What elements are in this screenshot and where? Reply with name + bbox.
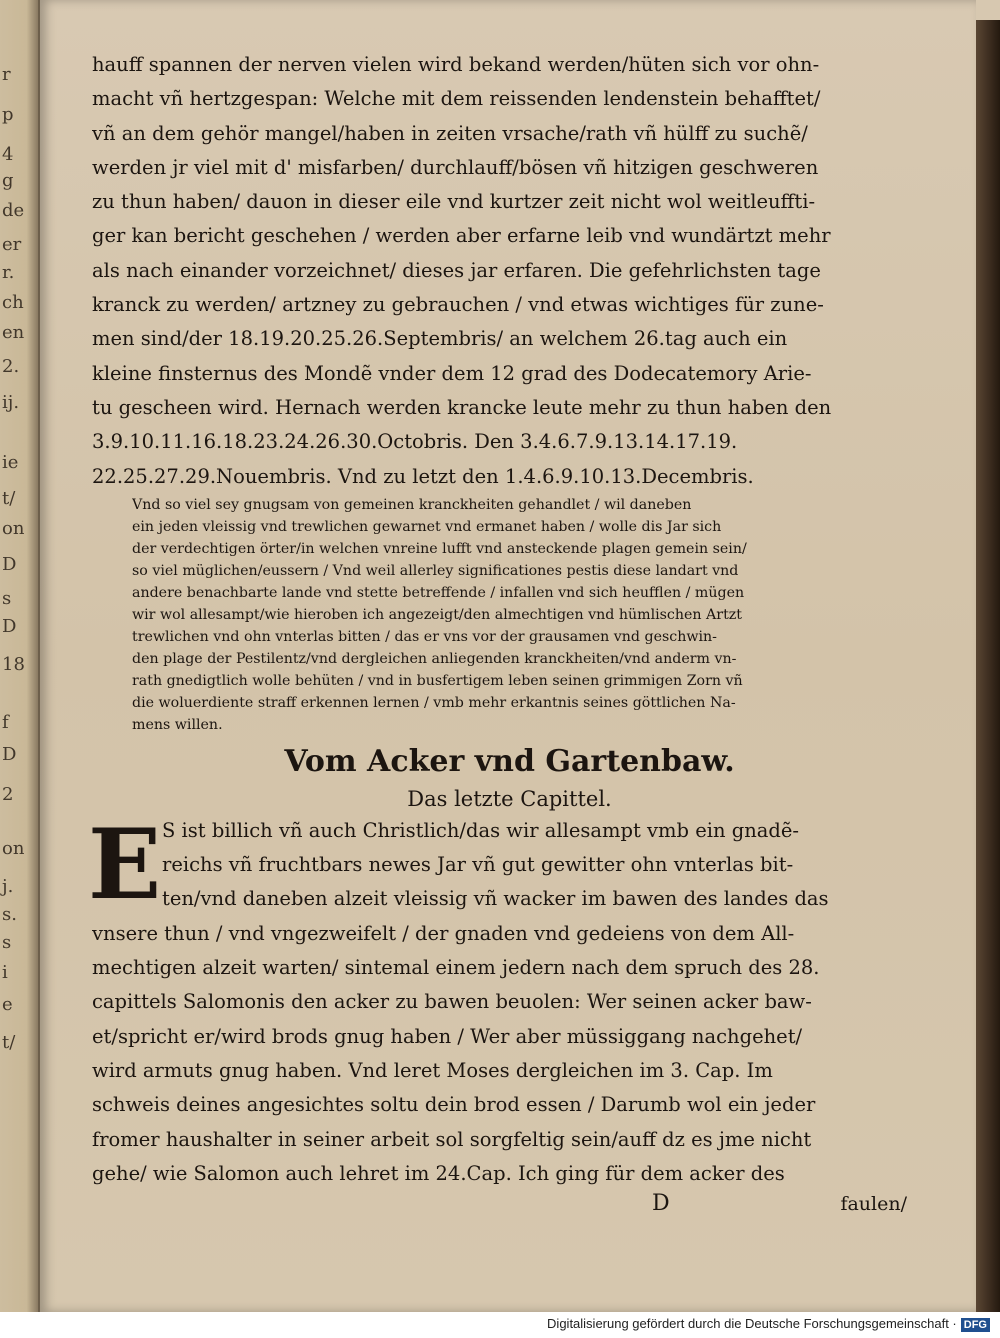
- text-line: 3.9.10.11.16.18.23.24.26.30.Octobris. Den 3.4.6.7.9.13.14.17.19.: [92, 430, 738, 454]
- margin-fragment: r.: [2, 262, 15, 283]
- section-subheading: Das letzte Capittel.: [407, 786, 612, 811]
- text-line: trewlichen vnd ohn vnterlas bitten / das er vns vor der grausamen vnd geschwin-: [132, 628, 717, 645]
- text-line: wir wol allesampt/wie hieroben ich angezeigt/den almechtigen vnd hümlischen Artzt: [132, 606, 742, 623]
- margin-fragment: s: [2, 588, 12, 609]
- margin-fragment: e: [2, 994, 13, 1015]
- text-line: et/spricht er/wird brods gnug haben / Wer aber müssiggang nachgehet/: [92, 1024, 803, 1048]
- margin-fragment: s.: [2, 904, 17, 925]
- text-line: reichs vñ fruchtbars newes Jar vñ gut gewitter ohn vnterlas bit-: [162, 853, 794, 877]
- text-line: zu thun haben/ dauon in dieser eile vnd kurtzer zeit nicht wol weitleuffti-: [92, 190, 816, 214]
- margin-fragment: 18: [2, 654, 25, 675]
- signature-mark: D: [652, 1191, 670, 1217]
- margin-fragment: ch: [2, 292, 24, 313]
- text-line: vñ an dem gehör mangel/haben in zeiten vrsache/rath vñ hülff zu suchẽ/: [92, 121, 808, 145]
- text-line: men sind/der 18.19.20.25.26.Septembris/ an welchem 26.tag auch ein: [92, 327, 788, 351]
- margin-fragment: t/: [2, 488, 16, 509]
- text-line: gehe/ wie Salomon auch lehret im 24.Cap. Ich ging für dem acker des: [92, 1161, 785, 1185]
- text-line: mens willen.: [132, 716, 223, 733]
- text-line: kranck zu werden/ artzney zu gebrauchen / vnd etwas wichtiges für zune-: [92, 293, 824, 317]
- text-line: hauff spannen der nerven vielen wird bekand werden/hüten sich vor ohn-: [92, 53, 820, 76]
- margin-fragment: D: [2, 554, 17, 575]
- text-line: vnsere thun / vnd vngezweifelt / der gnaden vnd gedeiens von dem All-: [92, 921, 795, 945]
- margin-fragment: i: [2, 962, 8, 983]
- text-line: 22.25.27.29.Nouembris. Vnd zu letzt den 1.4.6.9.10.13.Decembris.: [92, 464, 754, 488]
- margin-fragment: ij.: [2, 392, 20, 413]
- text-line: mechtigen alzeit warten/ sintemal einem jedern nach dem spruch des 28.: [92, 956, 820, 980]
- margin-fragment: en: [2, 322, 25, 343]
- margin-fragment: ie: [2, 452, 19, 473]
- margin-fragment: g: [2, 170, 14, 191]
- margin-fragment: f: [2, 712, 9, 733]
- text-line: als nach einander vorzeichnet/ dieses jar erfaren. Die gefehrlichsten tage: [92, 258, 821, 282]
- margin-fragment: on: [2, 518, 25, 539]
- text-line: S ist billich vñ auch Christlich/das wir allesampt vmb ein gnadẽ-: [162, 818, 800, 842]
- chapter-paragraph: [88, 807, 927, 1191]
- closing-paragraph: [92, 494, 927, 736]
- page-footer: [92, 1191, 927, 1225]
- text-line: fromer haushalter in seiner arbeit sol sorgfeltig sein/auff dz es jme nicht: [92, 1127, 812, 1151]
- text-line: ein jeden vleissig vnd trewlichen gewarnet vnd ermanet haben / wolle dis Jar sich: [132, 518, 722, 535]
- text-line: capittels Salomonis den acker zu bawen beuolen: Wer seinen acker baw-: [92, 990, 812, 1014]
- section-heading: Vom Acker vnd Gartenbaw.: [284, 743, 735, 779]
- text-line: schweis deines angesichtes soltu dein brod essen / Darumb wol ein jeder: [92, 1093, 816, 1117]
- dfg-logo: DFG: [961, 1318, 990, 1332]
- text-line: tu gescheen wird. Hernach werden krancke leute mehr zu thun haben den: [92, 395, 832, 419]
- page-text: [88, 48, 927, 1225]
- margin-fragment: s: [2, 932, 12, 953]
- margin-fragment: 2: [2, 784, 14, 805]
- margin-fragment: p: [2, 104, 14, 125]
- text-line: rath gnedigtlich wolle behüten / vnd in busfertigem leben seinen grimmigen Zorn vñ: [132, 672, 743, 689]
- text-line: den plage der Pestilentz/vnd dergleichen anliegenden kranckheiten/vnd anderm vn-: [132, 650, 737, 667]
- credit-line: [547, 1316, 990, 1331]
- margin-fragment: er: [2, 234, 22, 255]
- margin-fragment: on: [2, 838, 25, 859]
- margin-fragment: j.: [2, 876, 14, 897]
- previous-page-edge: [0, 0, 40, 1312]
- margin-fragment: 2.: [2, 356, 20, 377]
- text-line: macht vñ hertzgespan: Welche mit dem reissenden lendenstein behafftet/: [92, 87, 821, 111]
- margin-fragment: 4: [2, 144, 14, 165]
- text-line: ten/vnd daneben alzeit vleissig vñ wacker im bawen des landes das: [162, 887, 829, 911]
- credit-bar: [0, 1312, 1000, 1338]
- margin-fragment: r: [2, 64, 11, 85]
- text-line: Vnd so viel sey gnugsam von gemeinen kranckheiten gehandlet / wil daneben: [132, 496, 692, 513]
- margin-fragment: D: [2, 616, 17, 637]
- book-page: [40, 0, 976, 1312]
- text-line: ger kan bericht geschehen / werden aber erfarne leib vnd wundärtzt mehr: [92, 224, 831, 248]
- book-cover-edge: [976, 20, 1000, 1312]
- text-line: der verdechtigen örter/in welchen vnreine lufft vnd ansteckende plagen gemein sein/: [132, 540, 747, 557]
- catchword: faulen/: [840, 1193, 907, 1216]
- text-line: wird armuts gnug haben. Vnd leret Moses dergleichen im 3. Cap. Im: [92, 1058, 773, 1082]
- text-line: die woluerdiente straff erkennen lernen / vmb mehr erkantnis seines göttlichen Na-: [132, 694, 736, 711]
- decorated-initial: E: [88, 807, 162, 921]
- margin-fragment: de: [2, 200, 25, 221]
- text-line: werden jr viel mit d' misfarben/ durchlauff/bösen vñ hitzigen geschweren: [92, 155, 819, 179]
- text-line: kleine finsternus des Mondẽ vnder dem 12 grad des Dodecatemory Arie-: [92, 361, 812, 385]
- text-line: so viel müglichen/eussern / Vnd weil allerley significationes pestis diese landart vnd: [132, 562, 739, 579]
- text-line: andere benachbarte lande vnd stette betreffende / infallen vnd sich heufflen / mügen: [132, 584, 745, 601]
- margin-fragment: t/: [2, 1032, 16, 1053]
- opening-paragraph: [92, 48, 927, 494]
- credit-text: Digitalisierung gefördert durch die Deutsche Forschungsgemeinschaft ·: [547, 1316, 957, 1331]
- margin-fragment: D: [2, 744, 17, 765]
